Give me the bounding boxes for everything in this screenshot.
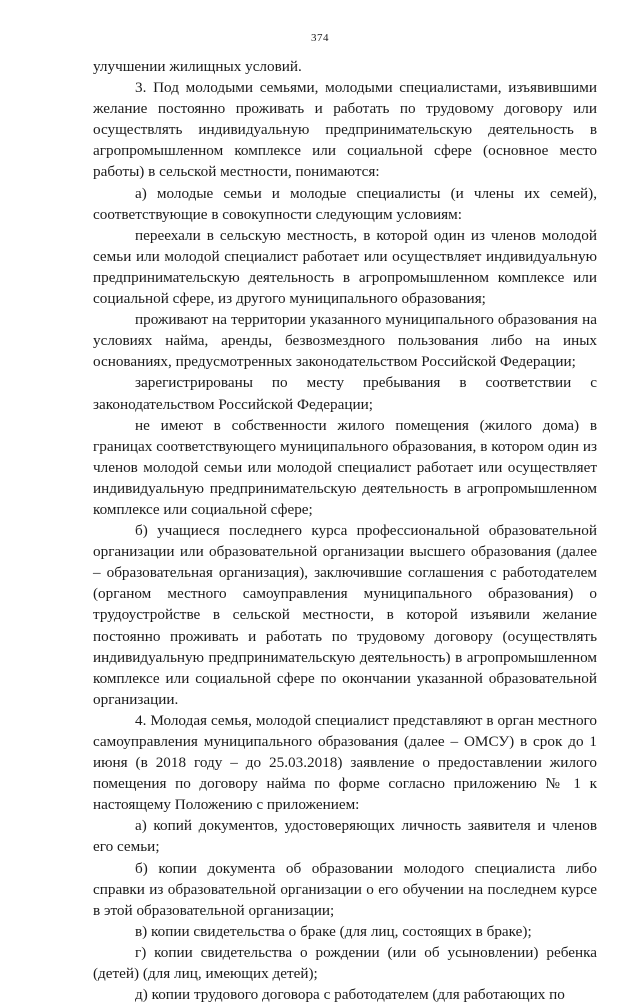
paragraph: зарегистрированы по месту пребывания в соответствии с законодательством Российской Федерации;: [93, 374, 597, 413]
paragraph: а) копий документов, удостоверяющих личность заявителя и членов его семьи;: [93, 817, 597, 856]
document-body: [93, 56, 597, 1005]
paragraph: б) копии документа об образовании молодого специалиста либо справки из образовательной организации о его обучении на последнем курсе в этой образовательной организации;: [93, 859, 597, 919]
paragraph: г) копии свидетельства о рождении (или об усыновлении) ребенка (детей) (для лиц, имеющих детей);: [93, 943, 597, 983]
paragraph: 3. Под молодыми семьями, молодыми специалистами, изъявившими желание постоянно проживать и работать по трудовому договору или осуществлять индивидуальную предпринимательскую деятельность в агропромышленном комплексе или социальной сфере (основное место работы) в сельской местности, понимаются:: [93, 79, 597, 181]
paragraph: проживают на территории указанного муниципального образования на условиях найма, аренды, безвозмездного пользования либо на иных основаниях, предусмотренных законодательством Российской Федерации;: [93, 311, 597, 371]
paragraph: в) копии свидетельства о браке (для лиц, состоящих в браке);: [135, 922, 532, 940]
paragraph: 4. Молодая семья, молодой специалист представляют в орган местного самоуправления муниципального образования (далее – ОМСУ) в срок до 1 июня (в 2018 году – до 25.03.2018) заявление о предоставлении жилого помещения по договору найма по форме согласно приложению № 1 к настоящему Положению с приложением:: [93, 711, 597, 814]
paragraph: б) учащиеся последнего курса профессиональной образовательной организации или образовательной организации высшего образования (далее – образовательная организация), заключившие соглашения с работодателем (органом местного самоуправления муниципального образования) о трудоустройстве в сельской местности, в которой изъявили желание постоянно проживать и работать по трудовому договору (осуществлять индивидуальную предпринимательскую деятельность) в агропромышленном комплексе или социальной сфере по окончании указанной образовательной организации.: [93, 522, 597, 708]
page-number: 374: [311, 32, 329, 44]
paragraph: д) копии трудового договора с работодателем (для работающих по: [135, 986, 565, 1004]
paragraph: переехали в сельскую местность, в которой один из членов молодой семьи или молодой специалист работает или осуществляет индивидуальную предпринимательскую деятельность в агропромышленном комплексе или социальной сфере, из другого муниципального образования;: [93, 226, 597, 308]
paragraph: а) молодые семьи и молодые специалисты (и члены их семей), соответствующие в совокупности следующим условиям:: [93, 184, 597, 223]
paragraph: не имеют в собственности жилого помещения (жилого дома) в границах соответствующего муниципального образования, в котором один из членов молодой семьи или молодой специалист работает или осуществляет индивидуальную предпринимательскую деятельность в агропромышленном комплексе или социальной сфере;: [93, 416, 597, 518]
paragraph: улучшении жилищных условий.: [93, 58, 302, 75]
